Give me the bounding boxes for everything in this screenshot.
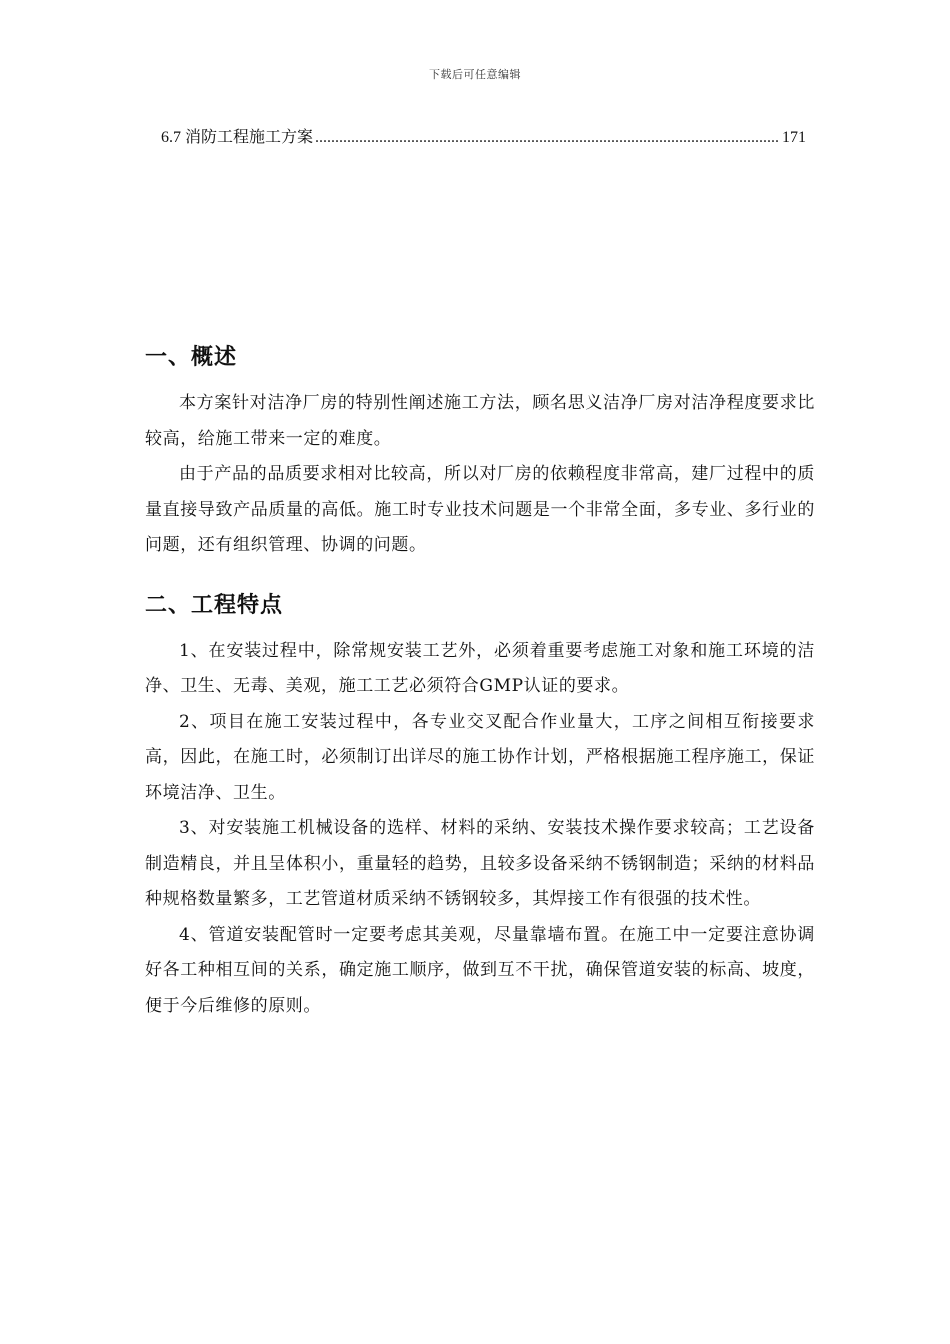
paragraph: 1、在安装过程中，除常规安装工艺外，必须着重要考虑施工对象和施工环境的洁净、卫生、无毒、美观，施工工艺必须符合GMP认证的要求。 xyxy=(145,640,815,696)
toc-entry[interactable] xyxy=(161,124,806,147)
section-heading-overview: 一、概述 xyxy=(145,345,238,370)
section-heading-features: 二、工程特点 xyxy=(145,592,284,618)
page-header: 下载后可任意编辑 xyxy=(429,68,521,81)
toc-entry-label: 6.7 消防工程施工方案 xyxy=(161,129,314,146)
toc-entry-page: 171 xyxy=(782,129,806,146)
paragraph: 本方案针对洁净厂房的特别性阐述施工方法，顾名思义洁净厂房对洁净程度要求比较高，给施工带来一定的难度。 xyxy=(145,393,815,449)
paragraph: 2、项目在施工安装过程中，各专业交叉配合作业量大，工序之间相互衔接要求高，因此，在施工时，必须制订出详尽的施工协作计划，严格根据施工程序施工，保证环境洁净、卫生。 xyxy=(145,711,815,803)
document-body xyxy=(145,338,815,1024)
paragraph: 由于产品的品质要求相对比较高，所以对厂房的依赖程度非常高，建厂过程中的质量直接导致产品质量的高低。施工时专业技术问题是一个非常全面，多专业、多行业的问题，还有组织管理、协调的问题。 xyxy=(145,464,815,555)
paragraph: 3、对安装施工机械设备的选样、材料的采纳、安装技术操作要求较高；工艺设备制造精良，并且呈体积小，重量轻的趋势，且较多设备采纳不锈钢制造；采纳的材料品种规格数量繁多，工艺管道材质采纳不锈钢较多，其焊接工作有很强的技术性。 xyxy=(145,818,815,909)
paragraph: 4、管道安装配管时一定要考虑其美观，尽量靠墙布置。在施工中一定要注意协调好各工种相互间的关系，确定施工顺序，做到互不干扰，确保管道安装的标高、坡度，便于今后维修的原则。 xyxy=(145,924,815,1016)
toc-dot-leader xyxy=(315,129,780,147)
